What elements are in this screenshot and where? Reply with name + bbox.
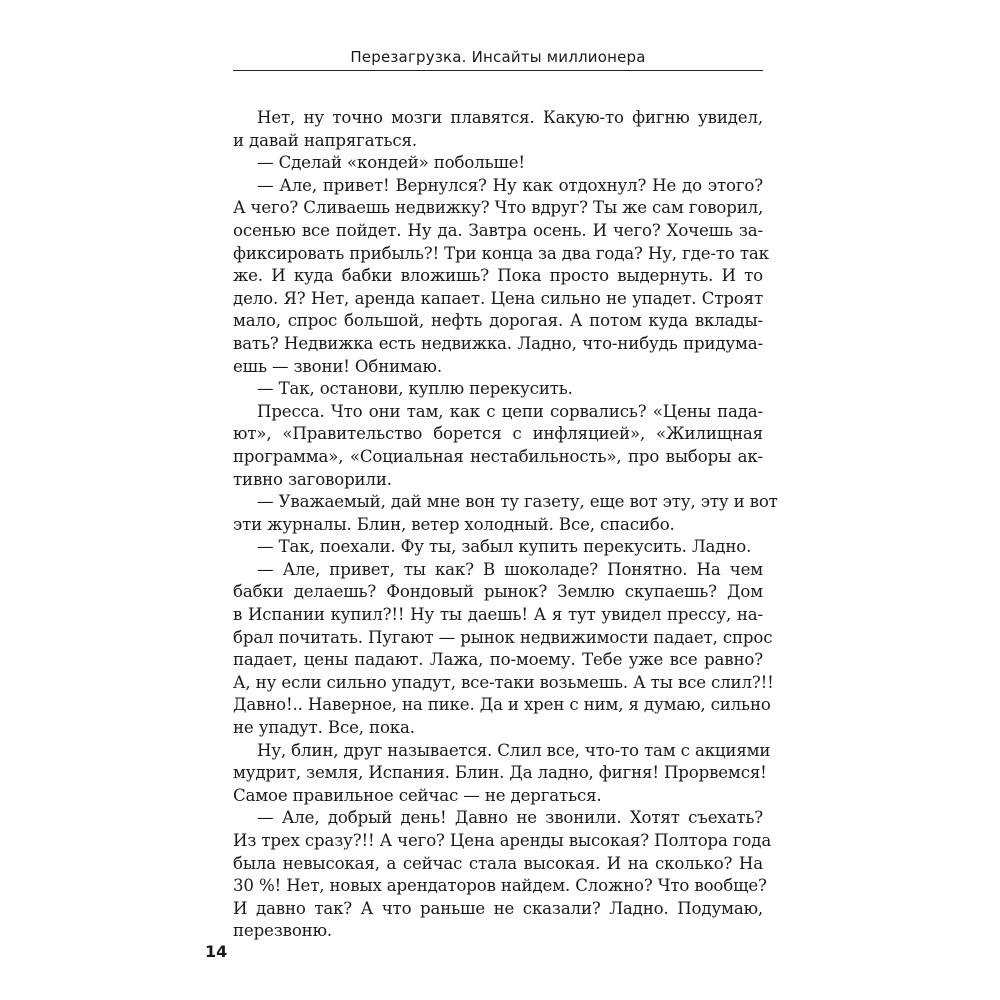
text-line: дело. Я? Нет, аренда капает. Цена сильно не упадет. Строят (233, 288, 763, 308)
text-line: — Уважаемый, дай мне вон ту газету, еще вот эту, эту и вот (257, 492, 778, 512)
text-line: — Але, добрый день! Давно не звонили. Хотят съехать? (257, 808, 763, 828)
text-line: была невысокая, а сейчас стала высокая. И на сколько? На (233, 853, 763, 873)
text-line: программа», «Социальная нестабильность», про выборы ак- (233, 446, 763, 466)
text-line: перезвоню. (233, 921, 332, 941)
text-line: в Испании купил?!! Ну ты даешь! А я тут увидел прессу, на- (233, 605, 763, 625)
text-line: Пресса. Что они там, как с цепи сорвались? «Цены пада- (257, 401, 763, 421)
text-line: и давай напрягаться. (233, 130, 417, 150)
text-line: — Так, поехали. Фу ты, забыл купить перекусить. Ладно. (257, 537, 752, 557)
text-line: ешь — звони! Обнимаю. (233, 356, 442, 376)
text-line: бабки делаешь? Фондовый рынок? Землю скупаешь? Дом (233, 582, 763, 602)
text-line: фиксировать прибыль?! Три конца за два года? Ну, где-то так (233, 243, 769, 263)
text-line: Ну, блин, друг называется. Слил все, что-то там с акциями (257, 740, 771, 760)
text-line: Давно!.. Наверное, на пике. Да и хрен с ним, я думаю, сильно (233, 695, 771, 715)
text-line: — Але, привет! Вернулся? Ну как отдохнул? Не до этого? (257, 175, 763, 195)
text-line: осенью все пойдет. Ну да. Завтра осень. И чего? Хочешь за- (233, 220, 763, 240)
text-line: же. И куда бабки вложишь? Пока просто выдернуть. И то (233, 266, 763, 286)
text-line: падает, цены падают. Лажа, по-моему. Тебе уже все равно? (233, 650, 763, 670)
text-line: мало, спрос большой, нефть дорогая. А потом куда вклады- (233, 311, 763, 331)
text-line: — Але, привет, ты как? В шоколаде? Понятно. На чем (257, 559, 763, 579)
text-line: тивно заговорили. (233, 469, 392, 489)
text-line: вать? Недвижка есть недвижка. Ладно, что-нибудь придума- (233, 333, 763, 353)
text-line: ют», «Правительство борется с инфляцией», «Жилищная (233, 424, 763, 444)
text-line: А, ну если сильно упадут, все-таки возьмешь. А ты все слил?!! (233, 672, 774, 692)
text-line: брал почитать. Пугают — рынок недвижимости падает, спрос (233, 627, 773, 647)
text-line: эти журналы. Блин, ветер холодный. Все, спасибо. (233, 514, 675, 534)
running-head-title: Перезагрузка. Инсайты миллионера (350, 48, 646, 66)
text-line: Самое правильное сейчас — не дергаться. (233, 785, 602, 805)
text-line: Из трех сразу?!! А чего? Цена аренды высокая? Полтора года (233, 831, 772, 850)
page-number: 14 (205, 942, 228, 961)
text-line: — Сделай «кондей» побольше! (257, 153, 525, 173)
body-text (233, 107, 778, 943)
text-line: — Так, останови, куплю перекусить. (257, 379, 573, 399)
text-line: 30 %! Нет, новых арендаторов найдем. Сложно? Что вообще? (233, 876, 767, 896)
text-line: мудрит, земля, Испания. Блин. Да ладно, фигня! Прорвемся! (233, 763, 767, 783)
text-line: не упадут. Все, пока. (233, 718, 415, 738)
text-line: А чего? Сливаешь недвижку? Что вдруг? Ты же сам говорил, (233, 198, 764, 218)
text-line: Нет, ну точно мозги плавятся. Какую-то фигню увидел, (257, 108, 763, 127)
header-rule (233, 70, 763, 71)
text-line: И давно так? А что раньше не сказали? Ладно. Подумаю, (233, 898, 763, 918)
